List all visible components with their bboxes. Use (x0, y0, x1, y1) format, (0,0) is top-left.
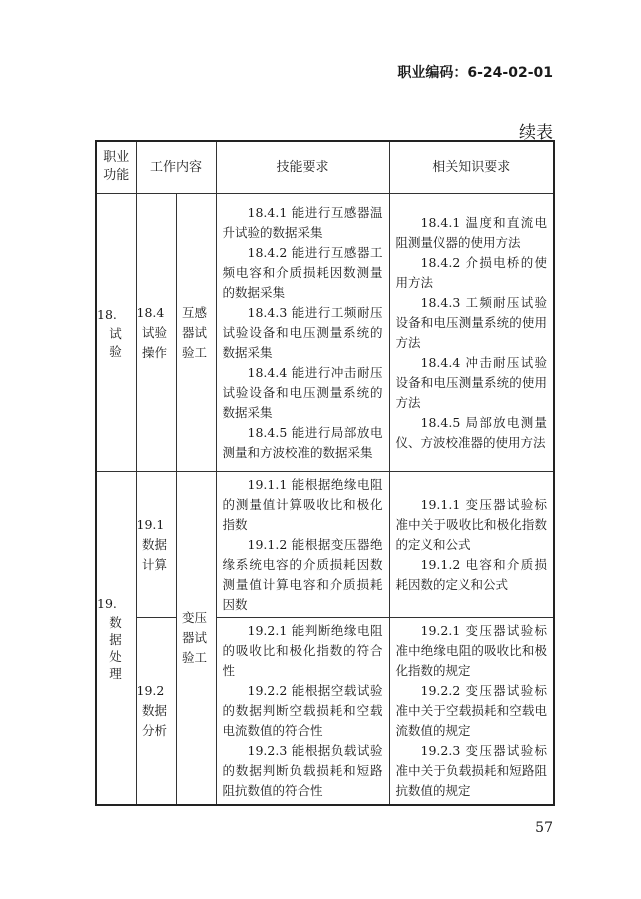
knowledge-item: 18.4.4 冲击耐压试验设备和电压测量系统的使用方法 (395, 354, 548, 410)
knowledge-item: 18.4.1 温度和直流电阻测量仪器的使用方法 (395, 214, 548, 250)
skill-item: 18.4.2 能进行互感器工频电容和介质损耗因数测量的数据采集 (222, 244, 383, 300)
skill-item: 19.1.2 能根据变压器绝缘系统电容的介质损耗因数测量值计算电容和介质损耗因数 (222, 536, 383, 612)
skills-cell (216, 194, 389, 472)
worker-cell: 互感器试验工 (176, 194, 216, 472)
skill-item: 18.4.3 能进行工频耐压试验设备和电压测量系统的数据采集 (222, 304, 383, 360)
table-header-row (96, 141, 554, 194)
skills-table (95, 140, 555, 806)
knowledge-item: 19.2.1 变压器试验标准中绝缘电阻的吸收比和极化指数的规定 (395, 622, 548, 678)
knowledge-item: 19.1.1 变压器试验标准中关于吸收比和极化指数的定义和公式 (395, 496, 548, 552)
skill-item: 19.2.1 能判断绝缘电阻的吸收比和极化指数的符合性 (222, 622, 383, 678)
worker-cell: 变压器试验工 (176, 472, 216, 805)
header-function: 职业功能 (96, 141, 136, 194)
skill-item: 18.4.4 能进行冲击耐压试验设备和电压测量系统的数据采集 (222, 364, 383, 420)
table-row (96, 472, 554, 618)
knowledge-cell (389, 618, 554, 805)
content-cell: 19.1 数据计算 (136, 472, 176, 618)
knowledge-item: 19.1.2 电容和介质损耗因数的定义和公式 (395, 556, 548, 592)
header-knowledge: 相关知识要求 (389, 141, 554, 194)
knowledge-item: 19.2.3 变压器试验标准中关于负载损耗和短路阻抗数值的规定 (395, 742, 548, 798)
knowledge-item: 18.4.5 局部放电测量仪、方波校准器的使用方法 (395, 414, 548, 450)
header-skills: 技能要求 (216, 141, 389, 194)
skills-cell (216, 472, 389, 618)
skill-item: 19.1.1 能根据绝缘电阻的测量值计算吸收比和极化指数 (222, 476, 383, 532)
occupation-code: 职业编码：6-24-02-01 (397, 65, 553, 81)
page-number: 57 (535, 820, 553, 836)
knowledge-cell (389, 472, 554, 618)
table-row (96, 194, 554, 472)
function-cell: 18. 试验 (96, 194, 136, 472)
function-cell: 19. 数据处理 (96, 472, 136, 805)
knowledge-item: 18.4.3 工频耐压试验设备和电压测量系统的使用方法 (395, 294, 548, 350)
knowledge-item: 19.2.2 变压器试验标准中关于空载损耗和空载电流数值的规定 (395, 682, 548, 738)
content-cell: 18.4 试验操作 (136, 194, 176, 472)
continued-label: 续表 (519, 123, 553, 143)
skill-item: 19.2.2 能根据空载试验的数据判断空载损耗和空载电流数值的符合性 (222, 682, 383, 738)
skill-item: 18.4.5 能进行局部放电测量和方波校准的数据采集 (222, 424, 383, 460)
content-cell: 19.2 数据分析 (136, 618, 176, 805)
table-row (96, 618, 554, 805)
skill-item: 18.4.1 能进行互感器温升试验的数据采集 (222, 204, 383, 240)
header-work-content: 工作内容 (136, 141, 216, 194)
knowledge-item: 18.4.2 介损电桥的使用方法 (395, 254, 548, 290)
skills-cell (216, 618, 389, 805)
knowledge-cell (389, 194, 554, 472)
skill-item: 19.2.3 能根据负载试验的数据判断负载损耗和短路阻抗数值的符合性 (222, 742, 383, 798)
